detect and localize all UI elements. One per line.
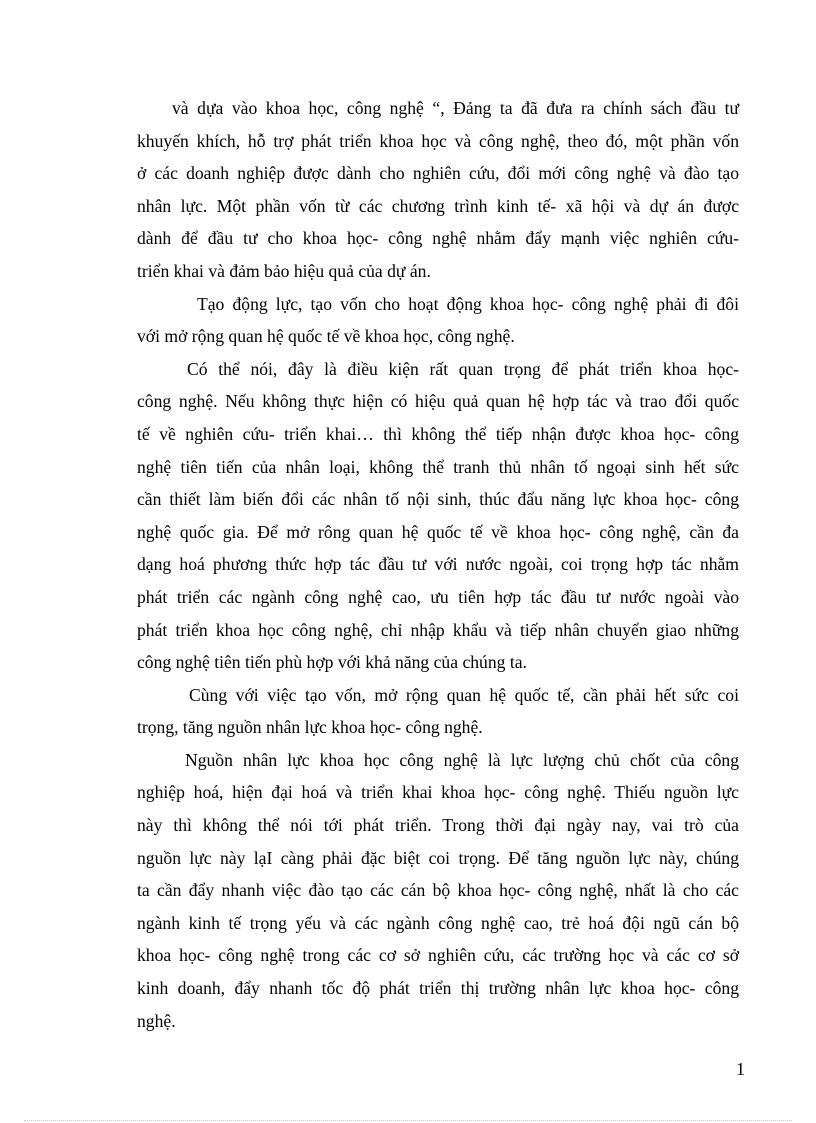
text-line: ở các doanh nghiệp được dành cho nghiên cứu, đổi mới công nghệ và đào tạo bbox=[137, 163, 739, 184]
text-line: và dựa vào khoa học, công nghệ “, Đảng ta đã đưa ra chính sách đầu tư bbox=[172, 98, 739, 118]
text-line: nghệ. bbox=[137, 1010, 176, 1031]
text-line: kinh doanh, đẩy nhanh tốc độ phát triển thị trường nhân lực khoa học- công bbox=[137, 978, 739, 999]
text-line: phát triển các ngành công nghệ cao, ưu tiên hợp tác đầu tư nước ngoài vào bbox=[137, 586, 739, 607]
text-line: Tạo động lực, tạo vốn cho hoạt động khoa học- công nghệ phải đi đôi bbox=[197, 293, 739, 314]
page-bottom-border bbox=[24, 1120, 792, 1121]
text-line: trọng, tăng nguồn nhân lực khoa học- công nghệ. bbox=[137, 717, 483, 738]
text-line: nghệ tiên tiến của nhân loại, không thể tranh thủ nhân tố ngoại sinh hết sức bbox=[137, 456, 739, 477]
text-line: nghiệp hoá, hiện đại hoá và triển khai khoa học- công nghệ. Thiếu nguồn lực bbox=[137, 782, 739, 803]
text-line: dành để đầu tư cho khoa học- công nghệ nhằm đẩy mạnh việc nghiên cứu- bbox=[137, 228, 739, 249]
text-line: với mở rộng quan hệ quốc tế về khoa học, công nghệ. bbox=[137, 326, 515, 347]
text-line: nguồn lực này lạI càng phải đặc biệt coi trọng. Để tăng nguồn lực này, chúng bbox=[137, 847, 739, 868]
text-line: này thì không thể nói tới phát triển. Trong thời đại ngày nay, vai trò của bbox=[137, 815, 739, 836]
text-line: ta cần đẩy nhanh việc đào tạo các cán bộ khoa học- công nghệ, nhất là cho các bbox=[137, 880, 739, 901]
text-line: dạng hoá phương thức hợp tác đầu tư với nước ngoài, coi trọng hợp tác nhằm bbox=[137, 554, 739, 575]
text-line: công nghệ tiên tiến phù hợp với khả năng của chúng ta. bbox=[137, 652, 527, 673]
text-line: ngành kinh tế trọng yếu và các ngành công nghệ cao, trẻ hoá đội ngũ cán bộ bbox=[137, 912, 739, 933]
body-text bbox=[137, 92, 739, 1037]
text-line: Nguồn nhân lực khoa học công nghệ là lực lượng chủ chốt của công bbox=[185, 749, 739, 770]
text-line: khuyến khích, hỗ trợ phát triển khoa học và công nghệ, theo đó, một phần vốn bbox=[137, 130, 739, 151]
text-line: triển khai và đảm bảo hiệu quả của dự án. bbox=[137, 260, 431, 281]
text-line: nhân lực. Một phần vốn từ các chương trình kinh tế- xã hội và dự án được bbox=[137, 195, 739, 216]
text-line: phát triển khoa học công nghệ, chỉ nhập khẩu và tiếp nhân chuyển giao những bbox=[137, 619, 739, 640]
text-line: nghệ quốc gia. Để mở rông quan hệ quốc tế về khoa học- công nghệ, cần đa bbox=[137, 521, 739, 542]
text-line: tế về nghiên cứu- triển khai… thì không thể tiếp nhận được khoa học- công bbox=[137, 423, 739, 444]
text-line: Có thể nói, đây là điều kiện rất quan trọng để phát triển khoa học- bbox=[187, 358, 739, 379]
text-line: công nghệ. Nếu không thực hiện có hiệu quả quan hệ hợp tác và trao đổi quốc bbox=[137, 391, 739, 412]
text-line: cần thiết làm biến đổi các nhân tố nội sinh, thúc đẩu năng lực khoa học- công bbox=[137, 489, 739, 510]
text-line: Cùng với việc tạo vốn, mở rộng quan hệ quốc tế, cần phải hết sức coi bbox=[189, 684, 739, 705]
page-number: 1 bbox=[736, 1059, 745, 1079]
text-line: khoa học- công nghệ trong các cơ sở nghiên cứu, các trường học và các cơ sở bbox=[137, 945, 739, 966]
